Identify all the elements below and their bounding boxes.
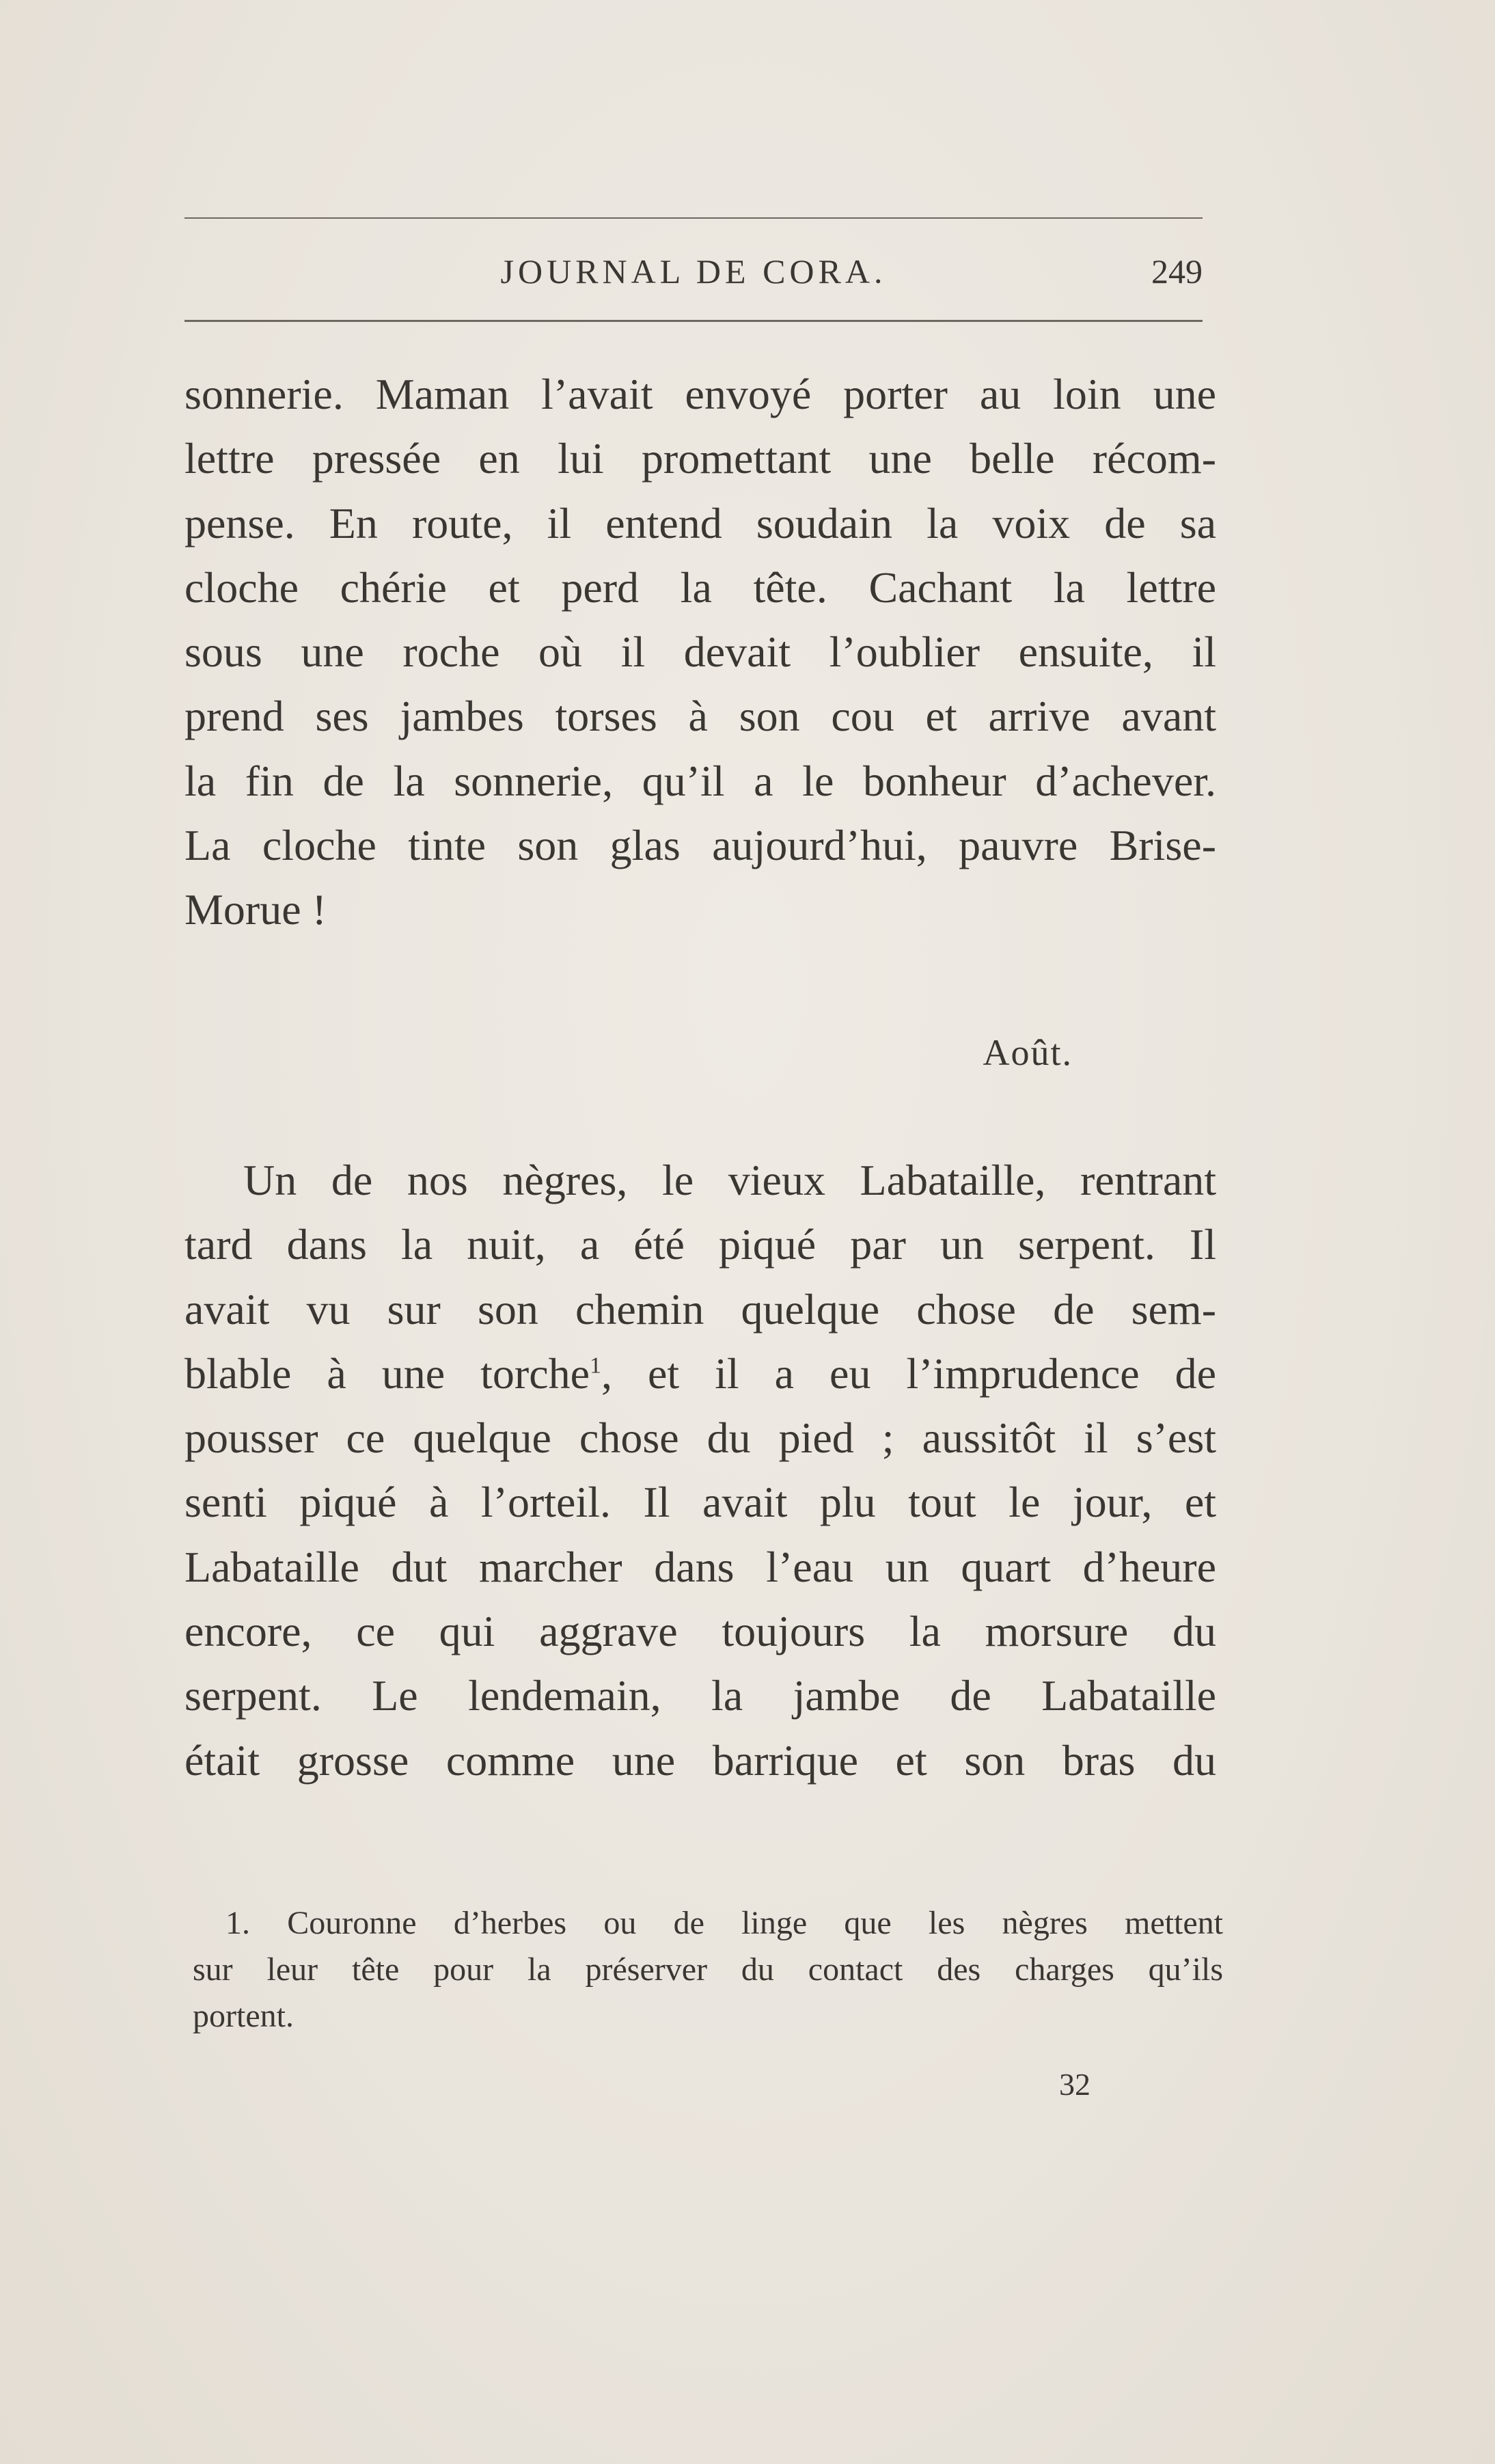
text-line: pense. En route, il entend soudain la voix de sa (184, 498, 1216, 547)
text-line: La cloche tinte son glas aujourd’hui, pauvre Brise- (184, 821, 1216, 870)
text-line-with-footnote (184, 1342, 1216, 1406)
footnote-marker: 1 (590, 1353, 602, 1379)
footnote-line: sur leur tête pour la préserver du contact des charges qu’ils (193, 1951, 1223, 1988)
paragraph-2 (184, 1148, 1216, 1793)
text-line: senti piqué à l’orteil. Il avait plu tout le jour, et (184, 1478, 1216, 1527)
text-line: Morue ! (184, 885, 327, 934)
page-number: 249 (1151, 252, 1203, 290)
footnote (193, 1900, 1223, 2040)
date-heading: Août. (983, 1032, 1073, 1073)
running-title: JOURNAL DE CORA. (500, 252, 887, 290)
text-line: Un de nos nègres, le vieux Labataille, rentrant (243, 1156, 1216, 1204)
text-line: la fin de la sonnerie, qu’il a le bonheur d’achever. (184, 756, 1216, 805)
text-line: serpent. Le lendemain, la jambe de Labataille (184, 1671, 1216, 1720)
text-line: cloche chérie et perd la tête. Cachant la lettre (184, 563, 1216, 612)
running-head (184, 247, 1203, 295)
text-segment: blable à une torche (184, 1349, 590, 1398)
footnote-line: 1. Couronne d’herbes ou de linge que les nègres mettent (225, 1905, 1223, 1941)
text-line: pousser ce quelque chose du pied ; aussitôt il s’est (184, 1413, 1216, 1463)
text-line: sous une roche où il devait l’oublier ensuite, il (184, 627, 1216, 677)
text-line: tard dans la nuit, a été piqué par un serpent. Il (184, 1220, 1216, 1269)
text-line: encore, ce qui aggrave toujours la morsure du (184, 1607, 1216, 1656)
paragraph-1 (184, 362, 1216, 943)
text-line: sonnerie. Maman l’avait envoyé porter au loin une (184, 370, 1216, 418)
text-segment: , et il a eu l’imprudence de (601, 1349, 1217, 1398)
text-line: avait vu sur son chemin quelque chose de sem- (184, 1284, 1216, 1333)
text-line: était grosse comme une barrique et son bras du (184, 1735, 1216, 1785)
header-rule-top (184, 217, 1203, 219)
text-line: Labataille dut marcher dans l’eau un quart d’heure (184, 1542, 1216, 1591)
header-rule-bottom (184, 320, 1203, 322)
text-line: prend ses jambes torses à son cou et arrive avant (184, 692, 1216, 741)
text-line: lettre pressée en lui promettant une belle récom- (184, 434, 1216, 483)
signature-mark: 32 (1059, 2067, 1091, 2102)
footnote-line: portent. (193, 1998, 294, 2034)
